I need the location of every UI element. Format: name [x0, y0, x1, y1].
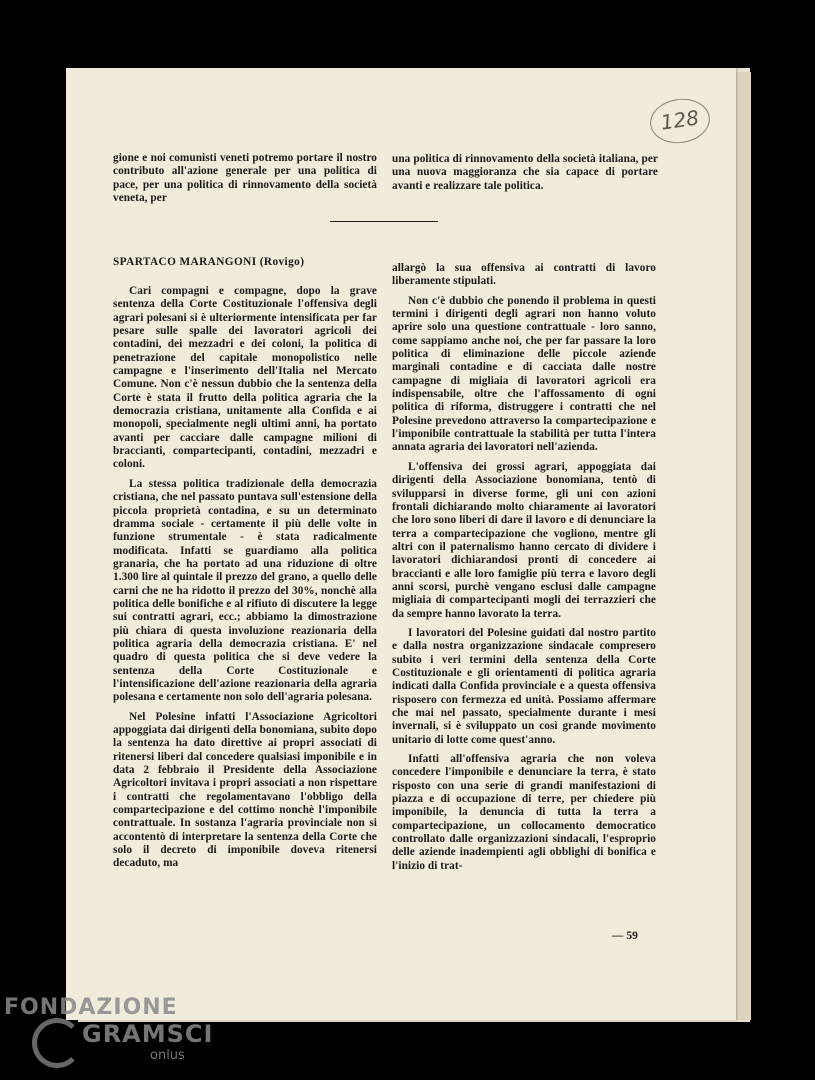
right-paragraph-4: I lavoratori del Polesine guidati dal nostro partito e dalla nostra organizzazione sindacale compresero subito i veri termini della sentenza della Corte Costituzionale e gli orientamenti di politica agraria indicati dalla Confida provinciale e a questa offensiva risposero con fermezza ed unità. Possiamo affermare che mai nel passato, specialmente durante i mesi invernali, si è sviluppato un così grande movimento unitario di lotte come quest'anno. — [392, 626, 656, 746]
watermark-logo-icon — [32, 1018, 82, 1068]
watermark-line-3: onlus — [150, 1048, 185, 1063]
page-number: — 59 — [612, 930, 638, 942]
right-paragraph-5: Infatti all'offensiva agraria che non voleva concedere l'imponibile e denunciare la terra, è stato risposto con una serie di grandi manifestazioni di piazza e di occupazione di terre, per chiedere più imponibile, la denuncia di tutta la terra a compartecipazione, un collocamento democratico controllato dalle organizzazioni sindacali, l'esproprio delle aziende inadempienti agli obblighi di bonifica e l'inizio di trat- — [392, 753, 656, 872]
right-paragraph-1: allargò la sua offensiva ai contratti di lavoro liberamente stipulati. — [392, 262, 656, 288]
top-right-paragraph — [392, 153, 658, 193]
top-left-text: gione e noi comunisti veneti potremo portare il nostro contributo all'azione generale per una politica di pace, per una politica di rinnovamento della società veneta, per — [113, 152, 377, 205]
right-paragraph-2: Non c'è dubbio che ponendo il problema in questi termini i dirigenti degli agrari non hanno voluto aprire solo una questione contrattuale - loro sanno, come sappiamo anche noi, che per far passare la loro politica di eliminazione delle piccole aziende marginali contadine e di cacciata dalle nostre campagne di migliaia di lavoratori agricoli era indispensabile, oltre che l'affossamento di ogni politica di riforma, distruggere i contratti che nel Polesine prevedono attraverso la compartecipazione e l'imponibile contrattuale la stabilità per tutta l'intera annata agraria dei lavoratori nell'azienda. — [392, 294, 656, 454]
archive-number-annotation: 128 — [647, 95, 713, 147]
left-paragraph-3: Nel Polesine infatti l'Associazione Agricoltori appoggiata dai dirigenti della bonomiana, subito dopo la sentenza ha dato direttive ai propri associati di ritenersi liberi dal concedere qualsiasi imponibile e in data 2 febbraio il Presidente della Associazione Agricoltori invitava i propri associati a non rispettare i contratti che regolamentavano l'obbligo della compartecipazione e del cottimo nonchè l'imponibile contrattuale. In sostanza l'agraria provinciale non si accontentò di interpretare la sentenza della Corte che solo il decreto di imponibile doveva ritenersi decaduto, ma — [113, 710, 377, 870]
top-left-paragraph — [113, 152, 377, 205]
section-divider — [330, 221, 438, 222]
watermark-line-2: GRAMSCI — [82, 1020, 214, 1048]
watermark-line-1: FONDAZIONE — [4, 995, 178, 1020]
right-column — [392, 262, 656, 873]
author-heading: SPARTACO MARANGONI (Rovigo) — [113, 256, 305, 268]
right-paragraph-3: L'offensiva dei grossi agrari, appoggiata dai dirigenti della Associazione bonomiana, tentò di svilupparsi in diverse forme, gli uni con azioni frontali dichiarando molto chiaramente ai lavoratori che loro sono liberi di dare il lavoro e di denunciare la terra a compartecipazione che vogliono, mentre gli altri con il paternalismo hanno cercato di dividere i lavoratori dichiarandosi pronti di concedere ai braccianti e alle loro famiglie più terra e lavoro degli anni scorsi, purchè vengano esclusi dalle campagne migliaia di compartecipanti mogli dei terrazzieri che da sempre hanno lavorato la terra. — [392, 460, 656, 620]
left-paragraph-1: Cari compagni e compagne, dopo la grave sentenza della Corte Costituzionale l'offensiva degli agrari polesani si è ulteriormente intensificata per far pesare sulle spalle dei lavoratori agricoli dei contadini, dei mezzadri e dei coloni, la politica di penetrazione del capitale monopolistico nelle campagne e l'inserimento dell'Italia nel Mercato Comune. Non c'è nessun dubbio che la sentenza della Corte è stata il frutto della politica agraria che la democrazia cristiana, unitamente alla Confida e ai monopoli, specialmente negli ultimi anni, ha portato avanti per cacciare dalle campagne milioni di braccianti, compartecipanti, contadini, mezzadri e coloni. — [113, 285, 377, 471]
left-column — [113, 285, 377, 871]
back-sheet-edge — [735, 72, 751, 1020]
left-paragraph-2: La stessa politica tradizionale della democrazia cristiana, che nel passato puntava sull'estensione della piccola proprietà contadina, e su un determinato dramma sociale - certamente il più delle volte in funzione strumentale - è stata radicalmente modificata. Infatti se guardiamo alla politica granaria, che ha portato ad una riduzione di oltre 1.300 lire al quintale il prezzo del grano, a quello delle carni che ne ha ridotto il prezzo del 30%, nonchè alla politica delle bonifiche e al rifiuto di discutere la legge sui contratti agrari, ecc.; abbiamo la dimostrazione più chiara di questa involuzione reazionaria della politica agraria della democrazia cristiana. E' nel quadro di questa politica che si deve vedere la sentenza della Corte Costituzionale e l'intensificazione dell'azione reazionaria della agraria polesana e certamente non solo dell'agraria polesana. — [113, 477, 377, 704]
top-right-text: una politica di rinnovamento della società italiana, per una nuova maggioranza che sia capace di portare avanti e realizzare tale politica. — [392, 153, 658, 192]
